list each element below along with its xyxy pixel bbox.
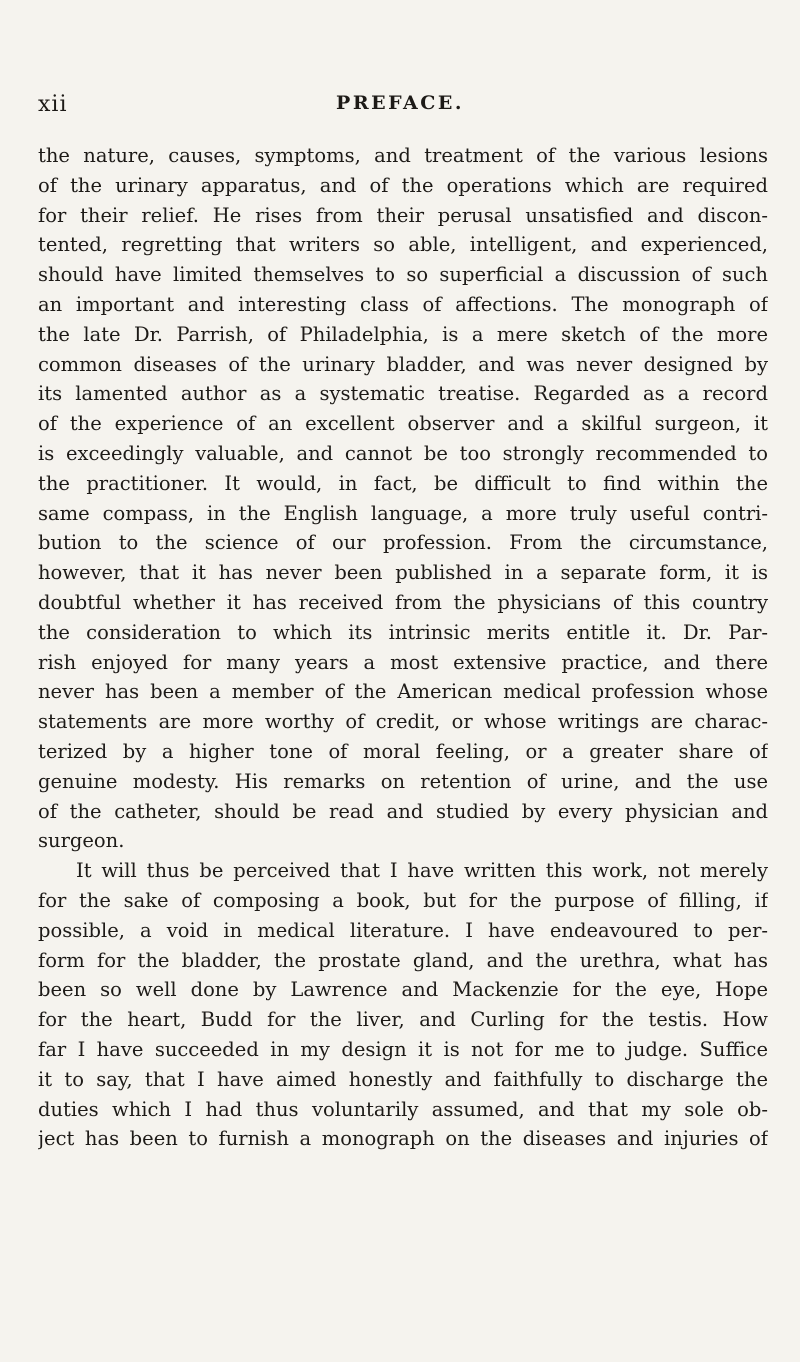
running-title: PREFACE. [336,92,464,114]
text-line: statements are more worthy of credit, or whose writings are charac- [38,710,768,734]
text-line: genuine modesty. His remarks on retention of urine, and the use [38,769,768,793]
text-line: doubtful whether it has received from the physicians of this country [38,590,768,614]
text-line: common diseases of the urinary bladder, and was never designed by [38,352,768,376]
text-line: never has been a member of the American medical profession whose [38,680,768,704]
text-line: same compass, in the English language, a more truly useful contri- [38,501,768,525]
text-line: should have limited themselves to so superficial a discussion of such [38,263,768,287]
text-line: of the catheter, should be read and studied by every physician and [38,799,768,823]
text-line: been so well done by Lawrence and Mackenzie for the eye, Hope [38,978,768,1002]
body-text [38,141,768,1154]
text-line: the late Dr. Parrish, of Philadelphia, is a mere sketch of the more [38,322,768,346]
text-line: for the sake of composing a book, but for the purpose of filling, if [38,888,768,912]
text-line: duties which I had thus voluntarily assumed, and that my sole ob- [38,1097,768,1121]
text-line: surgeon. [38,829,125,853]
text-line: the practitioner. It would, in fact, be difficult to find within the [38,471,768,495]
text-line: an important and interesting class of affections. The monograph of [38,292,768,316]
text-line: far I have succeeded in my design it is not for me to judge. Suffice [38,1037,768,1061]
text-line: the nature, causes, symptoms, and treatment of the various lesions [38,144,768,167]
text-line: tented, regretting that writers so able, intelligent, and experienced, [38,233,768,257]
text-line: is exceedingly valuable, and cannot be too strongly recommended to [38,441,768,465]
text-line: of the experience of an excellent observer and a skilful surgeon, it [38,412,768,436]
text-line: however, that it has never been published in a separate form, it is [38,561,768,585]
text-line: It will thus be perceived that I have written this work, not merely [76,859,768,883]
text-line: the consideration to which its intrinsic merits entitle it. Dr. Par- [38,620,768,644]
text-line: possible, a void in medical literature. I have endeavoured to per- [38,918,768,942]
text-line: terized by a higher tone of moral feeling, or a greater share of [38,739,768,763]
text-line: its lamented author as a systematic treatise. Regarded as a record [38,382,768,406]
text-line: of the urinary apparatus, and of the operations which are required [38,173,768,197]
text-line: rish enjoyed for many years a most extensive practice, and there [38,650,768,674]
text-line: ject has been to furnish a monograph on the diseases and injuries of [38,1127,768,1151]
text-line: it to say, that I have aimed honestly and faithfully to discharge the [38,1067,768,1091]
text-line: for the heart, Budd for the liver, and Curling for the testis. How [38,1008,768,1032]
text-line: form for the bladder, the prostate gland, and the urethra, what has [38,948,768,972]
page-header [0,86,800,120]
text-line: bution to the science of our profession. From the circumstance, [38,531,768,555]
page-number: xii [38,92,68,117]
text-line: for their relief. He rises from their perusal unsatisfied and discon- [38,203,768,227]
